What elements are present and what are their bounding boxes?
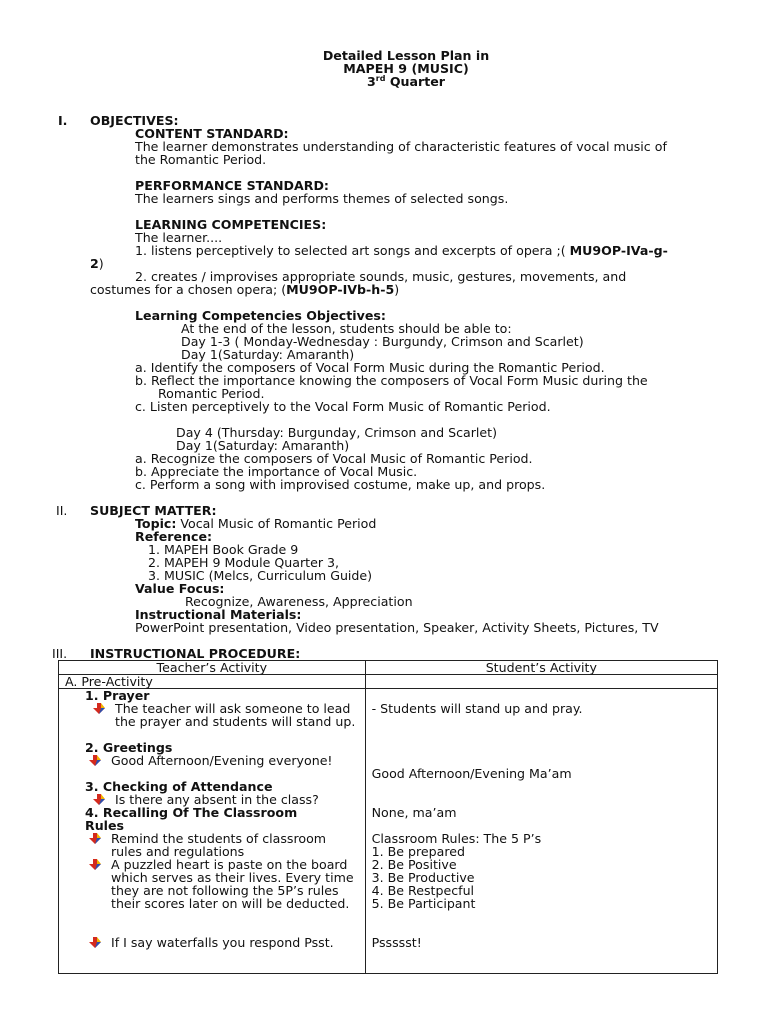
content-standard-text-2: the Romantic Period.	[135, 152, 267, 167]
objectives-heading: OBJECTIVES:	[90, 113, 179, 128]
content-standard-heading: CONTENT STANDARD:	[135, 126, 289, 141]
competency-2-line1: 2. creates / improvises appropriate sounds, music, gestures, movements, and	[135, 269, 627, 284]
objective-b-line1: b. Reflect the importance knowing the composers of Vocal Form Music during the	[135, 373, 648, 388]
learning-competencies-heading: LEARNING COMPETENCIES:	[135, 217, 327, 232]
pre-activity-row	[59, 675, 718, 689]
rules-list-item: 4. Be Restpecful	[371, 883, 475, 898]
greetings-response: Good Afternoon/Evening Ma’am	[371, 766, 572, 781]
value-focus-text: Recognize, Awareness, Appreciation	[185, 594, 413, 609]
lco-intro: At the end of the lesson, students should be able to:	[181, 321, 512, 336]
learner-intro: The learner....	[135, 230, 223, 245]
arrow-bullet-icon	[89, 833, 103, 845]
reference-2: 2. MAPEH 9 Module Quarter 3,	[148, 555, 340, 570]
day-1-schedule-2: Day 1(Saturday: Amaranth)	[176, 438, 350, 453]
table-row	[59, 689, 718, 974]
reference-3: 3. MUSIC (Melcs, Curriculum Guide)	[148, 568, 373, 583]
student-activity-header: Student’s Activity	[365, 661, 717, 675]
pre-activity-label: A. Pre-Activity	[59, 675, 366, 689]
objective2-a: a. Recognize the composers of Vocal Music of Romantic Period.	[135, 451, 533, 466]
table-header-row	[59, 661, 718, 675]
psst-response: Pssssst!	[371, 935, 422, 950]
objective2-c: c. Perform a song with improvised costume, make up, and props.	[135, 477, 546, 492]
performance-standard-heading: PERFORMANCE STANDARD:	[135, 178, 329, 193]
teacher-activity-cell	[59, 689, 366, 974]
competency-2-line2: costumes for a chosen opera; (MU9OP-IVb-h-5)	[90, 282, 400, 297]
objective-a: a. Identify the composers of Vocal Form Music during the Romantic Period.	[135, 360, 605, 375]
prayer-item: The teacher will ask someone to lead the prayer and students will stand up.	[65, 702, 359, 728]
objectives-number: I.	[58, 113, 68, 128]
materials-heading: Instructional Materials:	[135, 607, 302, 622]
attendance-response: None, ma’am	[371, 805, 457, 820]
day-1-3-schedule: Day 1-3 ( Monday-Wednesday : Burgundy, Crimson and Scarlet)	[181, 334, 584, 349]
competency-1: 1. listens perceptively to selected art songs and excerpts of opera ;( MU9OP-IVa-g-	[135, 243, 668, 258]
arrow-bullet-icon	[93, 703, 107, 715]
objective2-b: b. Appreciate the importance of Vocal Music.	[135, 464, 418, 479]
procedure-heading: INSTRUCTIONAL PROCEDURE:	[90, 646, 301, 661]
procedure-table	[58, 660, 718, 974]
student-activity-cell	[365, 689, 717, 974]
doc-title-line2: MAPEH 9 (MUSIC)	[343, 61, 469, 76]
objective-b-line2: Romantic Period.	[158, 386, 265, 401]
prayer-title: 1. Prayer	[85, 688, 150, 703]
procedure-number: III.	[52, 646, 68, 661]
competency-1-cont: 2)	[90, 256, 104, 271]
rules-response-title: Classroom Rules: The 5 P’s	[371, 831, 542, 846]
arrow-bullet-icon	[93, 794, 107, 806]
rules-list-item: 2. Be Positive	[371, 857, 457, 872]
arrow-bullet-icon	[89, 937, 103, 949]
subject-matter-number: II.	[56, 503, 68, 518]
materials-text: PowerPoint presentation, Video presentation, Speaker, Activity Sheets, Pictures, TV	[135, 620, 659, 635]
reference-heading: Reference:	[135, 529, 213, 544]
doc-title-line1: Detailed Lesson Plan in	[322, 48, 490, 63]
rules-list-item: 3. Be Productive	[371, 870, 475, 885]
attendance-title: 3. Checking of Attendance	[85, 779, 273, 794]
rules-list-item: 1. Be prepared	[371, 844, 466, 859]
doc-quarter: 3rd Quarter	[367, 73, 445, 89]
content-standard-text-1: The learner demonstrates understanding of characteristic features of vocal music of	[135, 139, 667, 154]
reference-1: 1. MAPEH Book Grade 9	[148, 542, 299, 557]
day-4-schedule: Day 4 (Thursday: Burgunday, Crimson and Scarlet)	[176, 425, 497, 440]
teacher-activity-header: Teacher’s Activity	[59, 661, 366, 675]
greetings-item: Good Afternoon/Evening everyone!	[65, 754, 359, 767]
rules-title-line1: 4. Recalling Of The Classroom	[85, 805, 298, 820]
rules-list-item: 5. Be Participant	[371, 896, 476, 911]
rules-item-2: A puzzled heart is paste on the board which serves as their lives. Every time they are not following the 5P’s rules their scores later on will be deducted.	[65, 858, 359, 910]
rules-item-1: Remind the students of classroom rules and regulations	[65, 832, 359, 858]
prayer-response: - Students will stand up and pray.	[371, 701, 583, 716]
attendance-item: Is there any absent in the class?	[65, 793, 359, 806]
lco-heading: Learning Competencies Objectives:	[135, 308, 386, 323]
topic: Topic: Vocal Music of Romantic Period	[135, 516, 377, 531]
rules-title-line2: Rules	[85, 818, 125, 833]
day-1-schedule: Day 1(Saturday: Amaranth)	[181, 347, 355, 362]
rules-item-3: If I say waterfalls you respond Psst.	[65, 936, 359, 949]
value-focus-heading: Value Focus:	[135, 581, 225, 596]
arrow-bullet-icon	[89, 755, 103, 767]
subject-matter-heading: SUBJECT MATTER:	[90, 503, 217, 518]
performance-standard-text: The learners sings and performs themes of selected songs.	[135, 191, 509, 206]
greetings-title: 2. Greetings	[85, 740, 173, 755]
objective-c: c. Listen perceptively to the Vocal Form Music of Romantic Period.	[135, 399, 551, 414]
arrow-bullet-icon	[89, 859, 103, 871]
